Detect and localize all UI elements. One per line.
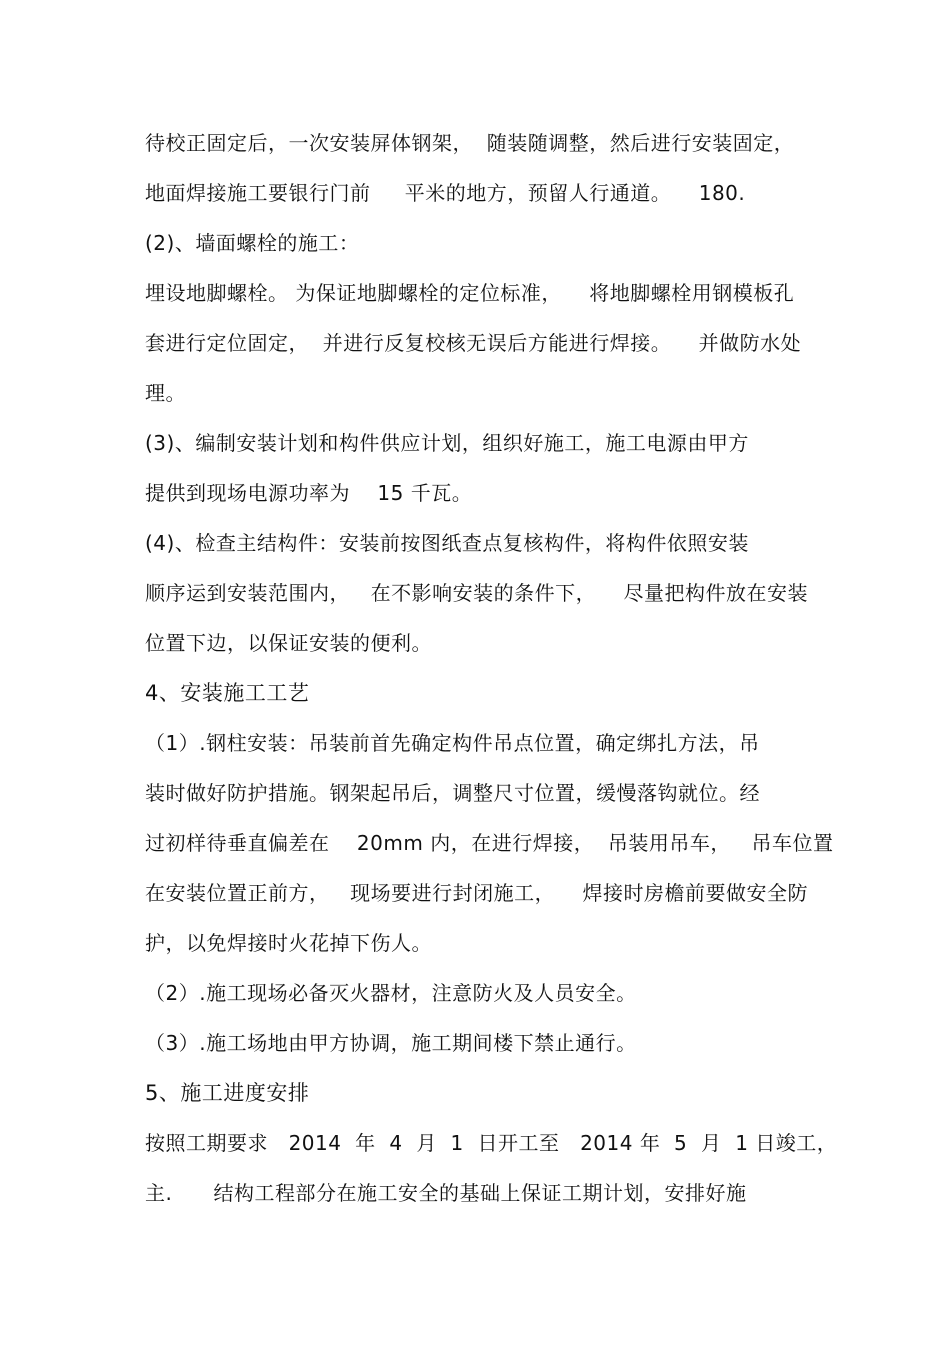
text-line-13: （1）.钢柱安装：吊装前首先确定构件吊点位置，确定绑扎方法，吊 xyxy=(145,731,760,755)
heading-install-process: 4、安装施工工艺 xyxy=(145,681,310,705)
text-line-1: 待校正固定后，一次安装屏体钢架， 随装随调整，然后进行安装固定， xyxy=(145,131,795,155)
text-line-4: 埋设地脚螺栓。 为保证地脚螺栓的定位标准， 将地脚螺栓用钢模板孔 xyxy=(145,281,795,305)
text-line-11: 位置下边，以保证安装的便利。 xyxy=(145,631,432,655)
text-line-8: 提供到现场电源功率为 15 千瓦。 xyxy=(145,481,473,505)
text-line-6: 理。 xyxy=(145,381,186,405)
section-3-title: (3)、编制安装计划和构件供应计划，组织好施工，施工电源由甲方 xyxy=(145,431,749,455)
text-line-17: 护，以免焊接时火花掉下伤人。 xyxy=(145,931,432,955)
text-line-18: （2）.施工现场必备灭火器材，注意防火及人员安全。 xyxy=(145,981,637,1005)
text-line-21: 按照工期要求 2014 年 4 月 1 日开工至 2014 年 5 月 1 日竣工， xyxy=(145,1131,838,1155)
section-4-title: (4)、检查主结构件：安装前按图纸查点复核构件，将构件依照安装 xyxy=(145,531,749,555)
text-line-5: 套进行定位固定， 并进行反复校核无误后方能进行焊接。 并做防水处 xyxy=(145,331,802,355)
section-2-title: (2)、墙面螺栓的施工： xyxy=(145,231,360,255)
text-line-22: 主. 结构工程部分在施工安全的基础上保证工期计划，安排好施 xyxy=(145,1181,747,1205)
text-line-19: （3）.施工场地由甲方协调，施工期间楼下禁止通行。 xyxy=(145,1031,637,1055)
text-line-14: 装时做好防护措施。钢架起吊后，调整尺寸位置，缓慢落钩就位。经 xyxy=(145,781,760,805)
text-line-2: 地面焊接施工要银行门前 平米的地方，预留人行通道。 180. xyxy=(145,181,746,205)
text-line-10: 顺序运到安装范围内， 在不影响安装的条件下， 尽量把构件放在安装 xyxy=(145,581,809,605)
heading-schedule: 5、施工进度安排 xyxy=(145,1081,310,1105)
text-line-16: 在安装位置正前方， 现场要进行封闭施工， 焊接时房檐前要做安全防 xyxy=(145,881,809,905)
text-line-15: 过初样待垂直偏差在 20mm 内，在进行焊接， 吊装用吊车， 吊车位置 xyxy=(145,831,834,855)
